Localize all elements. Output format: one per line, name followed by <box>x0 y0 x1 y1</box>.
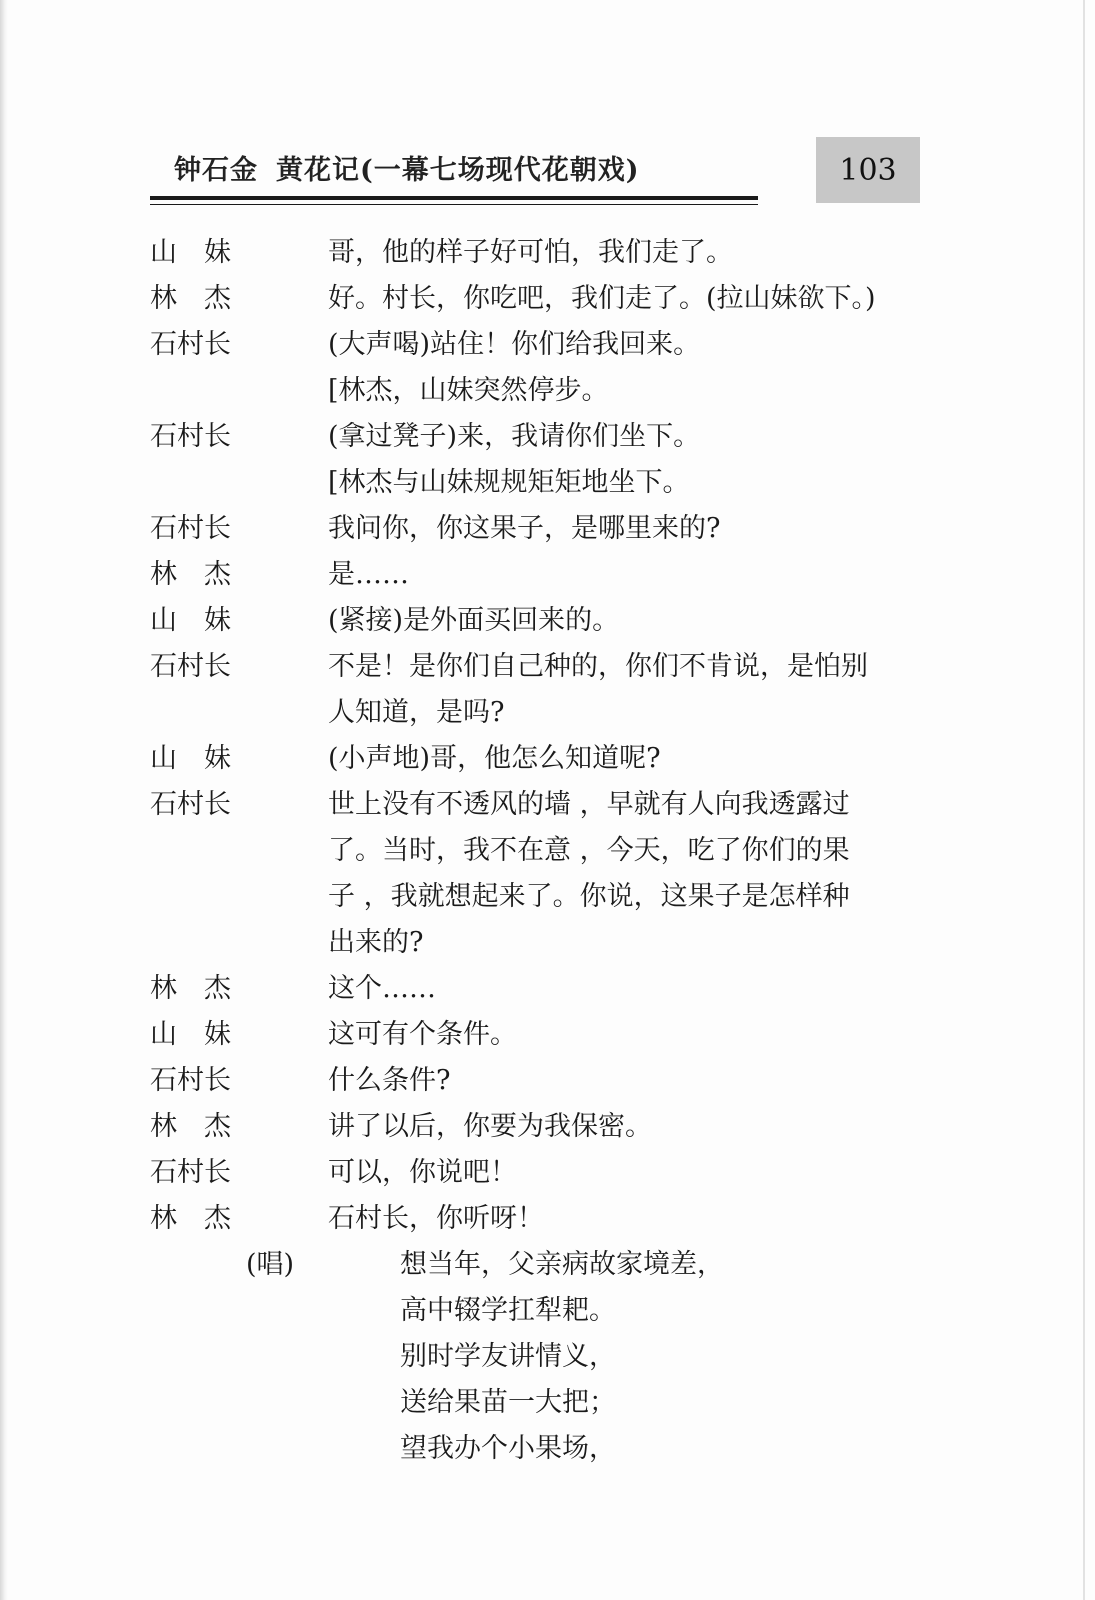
dialogue-line <box>150 598 940 644</box>
speech-text: 哥，他的样子好可怕，我们走了。 <box>328 237 733 268</box>
dialogue-line <box>150 1104 940 1150</box>
page-number: 103 <box>816 137 920 203</box>
dialogue-line <box>150 782 940 828</box>
lyric-text: 高中辍学扛犁耙。 <box>400 1295 616 1326</box>
sing-tag: (唱) <box>246 1249 295 1280</box>
dialogue-line <box>150 1012 940 1058</box>
stage-direction-text: [林杰，山妹突然停步。 <box>328 375 609 406</box>
speaker: 石村长 <box>150 421 231 452</box>
speaker: 山 妹 <box>150 237 231 268</box>
speaker: 林 杰 <box>150 1111 231 1142</box>
speech-text: 世上没有不透风的墙 ，早就有人向我透露过 <box>328 789 850 820</box>
speech-text: (大声喝)站住！你们给我回来。 <box>328 329 701 360</box>
lyric-text: 别时学友讲情义， <box>400 1341 616 1372</box>
script-body <box>150 230 940 1472</box>
dialogue-line <box>150 230 940 276</box>
speech-text: (拿过凳子)来，我请你们坐下。 <box>328 421 701 452</box>
lyric-text: 想当年，父亲病故家境差， <box>400 1249 724 1280</box>
dialogue-line <box>150 736 940 782</box>
header-rule-thin <box>150 204 758 205</box>
dialogue-continuation <box>150 690 940 736</box>
speech-text: 我问你，你这果子，是哪里来的? <box>328 513 721 544</box>
dialogue-line <box>150 506 940 552</box>
speaker: 石村长 <box>150 329 231 360</box>
dialogue-line <box>150 1150 940 1196</box>
speaker: 山 妹 <box>150 1019 231 1050</box>
play-title: 黄花记(一幕七场现代花朝戏) <box>276 155 640 186</box>
speaker: 山 妹 <box>150 605 231 636</box>
song-line <box>150 1288 940 1334</box>
dialogue-continuation <box>150 828 940 874</box>
dialogue-line <box>150 1196 940 1242</box>
speech-text: (紧接)是外面买回来的。 <box>328 605 620 636</box>
speaker: 林 杰 <box>150 283 231 314</box>
speaker: 林 杰 <box>150 1203 231 1234</box>
page-right-edge <box>1083 0 1085 1600</box>
song-line <box>150 1242 940 1288</box>
speech-text: 了。当时，我不在意 ，今天，吃了你们的果 <box>328 835 850 866</box>
dialogue-line <box>150 552 940 598</box>
speaker: 石村长 <box>150 513 231 544</box>
stage-direction-text: [林杰与山妹规规矩矩地坐下。 <box>328 467 690 498</box>
speaker: 石村长 <box>150 789 231 820</box>
dialogue-line <box>150 276 940 322</box>
speech-text: 不是！是你们自己种的，你们不肯说，是怕别 <box>328 651 868 682</box>
speaker: 石村长 <box>150 1065 231 1096</box>
speech-text: 什么条件? <box>328 1065 451 1096</box>
speech-text: (小声地)哥，他怎么知道呢? <box>328 743 661 774</box>
running-head <box>174 148 640 187</box>
stage-direction <box>150 460 940 506</box>
speaker: 山 妹 <box>150 743 231 774</box>
dialogue-line <box>150 322 940 368</box>
speech-text: 子 ，我就想起来了。你说，这果子是怎样种 <box>328 881 850 912</box>
dialogue-continuation <box>150 874 940 920</box>
song-line <box>150 1334 940 1380</box>
page-binding-edge <box>0 0 8 1600</box>
speech-text: 石村长，你听呀！ <box>328 1203 544 1234</box>
stage-direction <box>150 368 940 414</box>
speech-text: 讲了以后，你要为我保密。 <box>328 1111 652 1142</box>
speech-text: 这个…… <box>328 973 436 1004</box>
speech-text: 好。村长，你吃吧，我们走了。(拉山妹欲下。) <box>328 283 876 314</box>
dialogue-continuation <box>150 920 940 966</box>
song-line <box>150 1380 940 1426</box>
lyric-text: 送给果苗一大把； <box>400 1387 616 1418</box>
dialogue-line <box>150 644 940 690</box>
speech-text: 可以，你说吧！ <box>328 1157 517 1188</box>
song-line <box>150 1426 940 1472</box>
author-name: 钟石金 <box>174 155 258 186</box>
header-rule-thick <box>150 196 758 200</box>
speech-text: 出来的? <box>328 927 424 958</box>
speaker: 林 杰 <box>150 559 231 590</box>
dialogue-line <box>150 414 940 460</box>
lyric-text: 望我办个小果场， <box>400 1433 616 1464</box>
speaker: 石村长 <box>150 1157 231 1188</box>
speech-text: 是…… <box>328 559 409 590</box>
dialogue-line <box>150 1058 940 1104</box>
dialogue-line <box>150 966 940 1012</box>
speaker: 林 杰 <box>150 973 231 1004</box>
speaker: 石村长 <box>150 651 231 682</box>
speech-text: 人知道，是吗? <box>328 697 505 728</box>
speech-text: 这可有个条件。 <box>328 1019 517 1050</box>
